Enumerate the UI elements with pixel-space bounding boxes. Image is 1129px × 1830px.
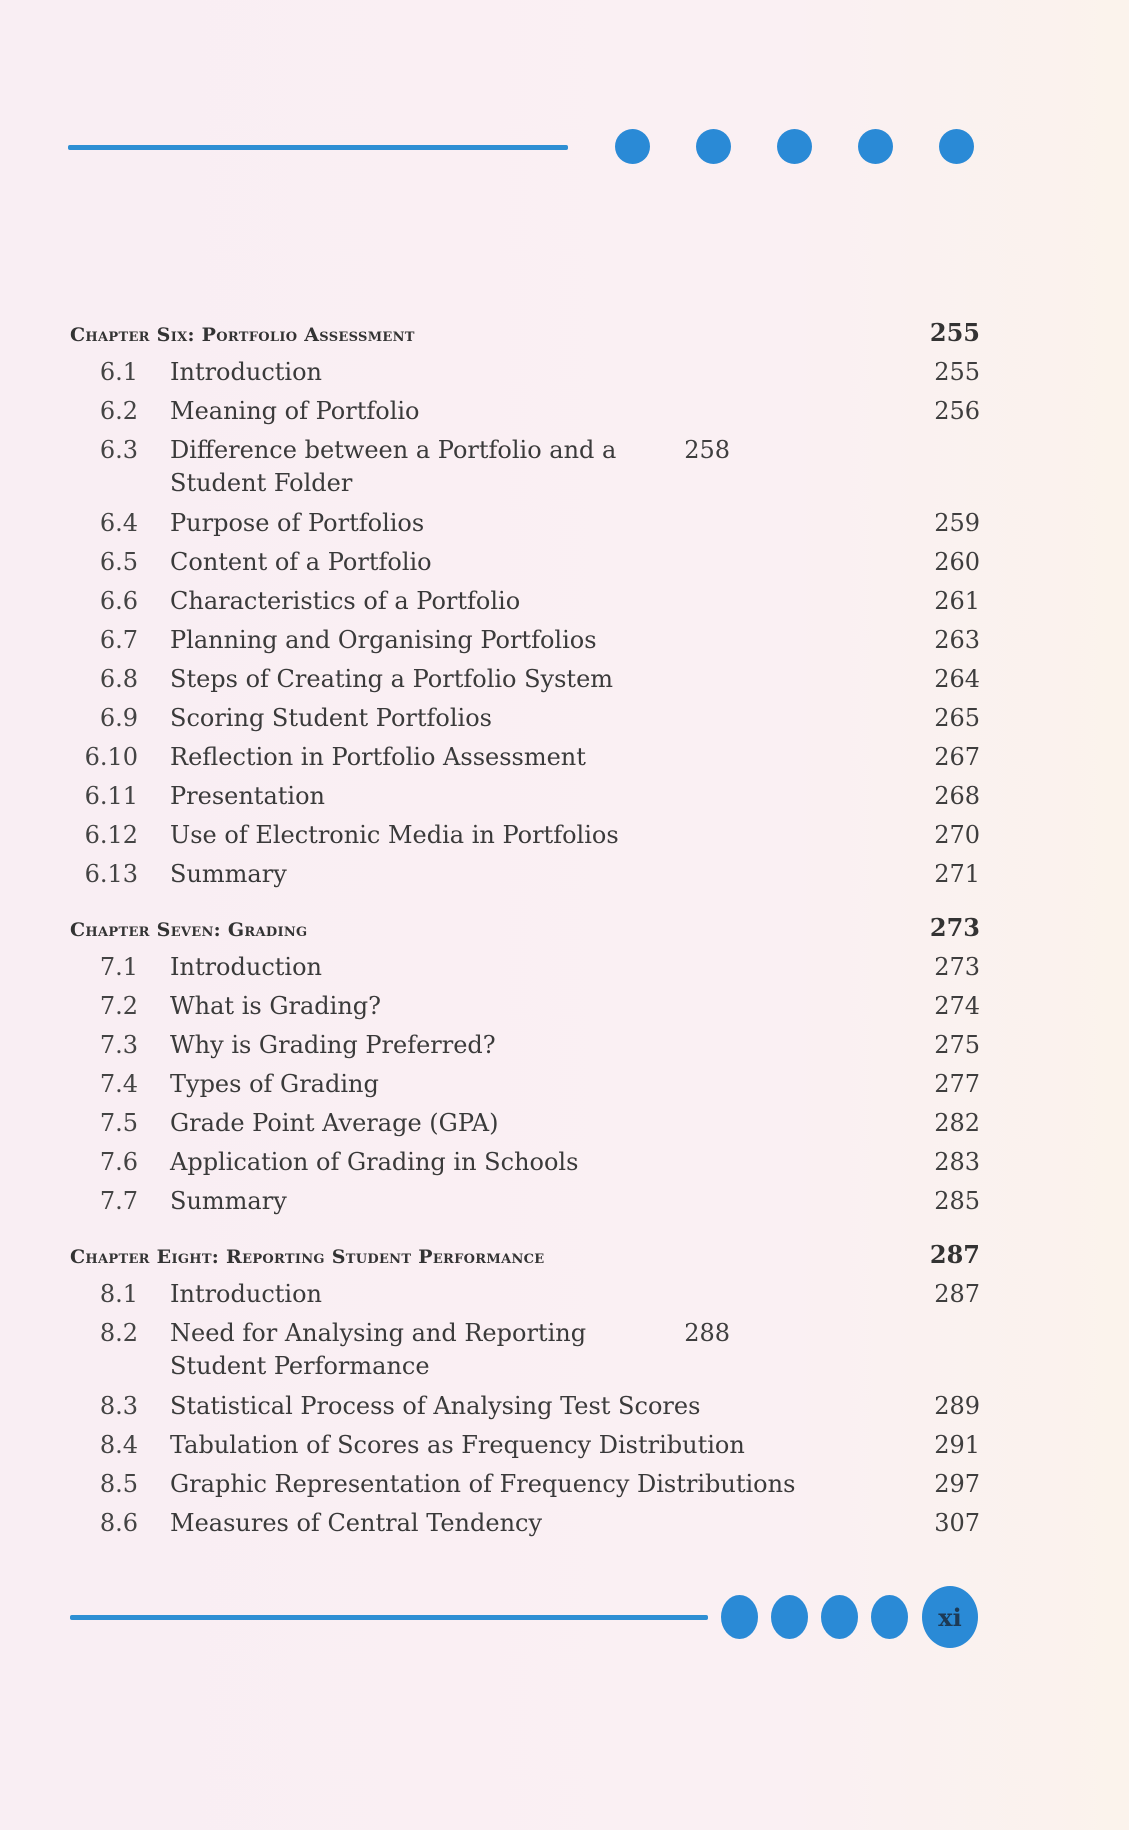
header-dot-icon bbox=[696, 129, 731, 164]
section-title: Why is Grading Preferred? bbox=[170, 1031, 496, 1059]
section-title: Planning and Organising Portfolios bbox=[170, 626, 597, 654]
footer-rule-line bbox=[70, 1615, 708, 1620]
section-title: Characteristics of a Portfolio bbox=[170, 587, 521, 615]
section-number: 8.4 bbox=[99, 1431, 138, 1459]
chapter-heading[interactable] bbox=[70, 913, 980, 951]
section-page-number: 263 bbox=[934, 626, 980, 654]
toc-entry[interactable] bbox=[70, 1068, 980, 1107]
section-page-number: 265 bbox=[934, 704, 980, 732]
toc-entry[interactable] bbox=[70, 1390, 980, 1429]
toc-entry[interactable] bbox=[70, 702, 980, 741]
section-page-number: 267 bbox=[934, 743, 980, 771]
toc-entry[interactable] bbox=[70, 1468, 980, 1507]
section-title: Types of Grading bbox=[170, 1070, 379, 1098]
section-page-number: 270 bbox=[934, 821, 980, 849]
section-title: What is Grading? bbox=[170, 992, 382, 1020]
section-title: Introduction bbox=[170, 953, 322, 981]
section-page-number: 259 bbox=[934, 509, 980, 537]
footer-dot-icon bbox=[871, 1595, 908, 1639]
toc-entry[interactable] bbox=[70, 585, 980, 624]
chapter-page-number: 273 bbox=[929, 913, 980, 942]
section-page-number: 283 bbox=[934, 1148, 980, 1176]
section-page-number: 275 bbox=[934, 1031, 980, 1059]
section-number: 6.1 bbox=[99, 358, 138, 386]
section-title: Tabulation of Scores as Frequency Distribution bbox=[170, 1431, 745, 1459]
chapter-page-number: 287 bbox=[929, 1240, 980, 1269]
footer-dot-icon bbox=[721, 1595, 758, 1639]
page-number: xi bbox=[938, 1602, 962, 1632]
header-dot-icon bbox=[939, 129, 974, 164]
section-title: Grade Point Average (GPA) bbox=[170, 1109, 499, 1137]
chapter-title: Chapter Six: Portfolio Assessment bbox=[70, 324, 415, 346]
toc-entry[interactable] bbox=[70, 780, 980, 819]
section-number: 7.6 bbox=[99, 1148, 138, 1176]
footer-dot-icon bbox=[771, 1595, 808, 1639]
section-page-number: 287 bbox=[934, 1280, 980, 1308]
toc-entry[interactable] bbox=[70, 1507, 980, 1546]
toc-entry[interactable] bbox=[70, 356, 980, 395]
section-title: Introduction bbox=[170, 1280, 322, 1308]
section-title: Introduction bbox=[170, 358, 322, 386]
toc-entry[interactable] bbox=[70, 624, 980, 663]
section-number: 8.5 bbox=[99, 1470, 138, 1498]
section-page-number: 258 bbox=[684, 436, 730, 464]
section-page-number: 256 bbox=[934, 397, 980, 425]
page-number-badge bbox=[922, 1586, 978, 1648]
chapter-page-number: 255 bbox=[929, 318, 980, 347]
section-page-number: 261 bbox=[934, 587, 980, 615]
footer-dot-icon bbox=[821, 1595, 858, 1639]
section-number: 8.6 bbox=[99, 1509, 138, 1537]
toc-entry[interactable] bbox=[70, 395, 980, 434]
toc-entry[interactable] bbox=[70, 434, 980, 507]
section-number: 7.5 bbox=[99, 1109, 138, 1137]
toc-entry[interactable] bbox=[70, 1107, 980, 1146]
header-rule-line bbox=[68, 145, 568, 150]
section-number: 7.4 bbox=[99, 1070, 138, 1098]
section-number: 6.9 bbox=[99, 704, 138, 732]
section-page-number: 288 bbox=[684, 1319, 730, 1347]
section-title: Reflection in Portfolio Assessment bbox=[170, 743, 586, 771]
section-number: 6.11 bbox=[84, 782, 138, 810]
section-number: 6.5 bbox=[99, 548, 138, 576]
toc-entry[interactable] bbox=[70, 858, 980, 897]
section-page-number: 289 bbox=[934, 1392, 980, 1420]
section-number: 7.3 bbox=[99, 1031, 138, 1059]
section-number: 6.10 bbox=[84, 743, 138, 771]
header-dot-icon bbox=[615, 129, 650, 164]
toc-entry[interactable] bbox=[70, 1278, 980, 1317]
toc-entry[interactable] bbox=[70, 1429, 980, 1468]
section-page-number: 282 bbox=[934, 1109, 980, 1137]
section-title: Meaning of Portfolio bbox=[170, 397, 420, 425]
section-title: Presentation bbox=[170, 782, 325, 810]
section-page-number: 264 bbox=[934, 665, 980, 693]
toc-entry[interactable] bbox=[70, 507, 980, 546]
section-page-number: 271 bbox=[934, 860, 980, 888]
section-number: 6.8 bbox=[99, 665, 138, 693]
toc-entry[interactable] bbox=[70, 663, 980, 702]
toc-entry[interactable] bbox=[70, 819, 980, 858]
section-page-number: 274 bbox=[934, 992, 980, 1020]
section-title: Summary bbox=[170, 860, 287, 888]
section-number: 6.6 bbox=[99, 587, 138, 615]
chapter-heading[interactable] bbox=[70, 1240, 980, 1278]
section-title: Summary bbox=[170, 1187, 287, 1215]
toc-entry[interactable] bbox=[70, 1317, 980, 1390]
section-page-number: 277 bbox=[934, 1070, 980, 1098]
section-page-number: 260 bbox=[934, 548, 980, 576]
section-page-number: 273 bbox=[934, 953, 980, 981]
section-page-number: 255 bbox=[934, 358, 980, 386]
header-dot-icon bbox=[777, 129, 812, 164]
section-title: Purpose of Portfolios bbox=[170, 509, 425, 537]
section-title: Scoring Student Portfolios bbox=[170, 704, 492, 732]
section-title: Statistical Process of Analysing Test Scores bbox=[170, 1392, 701, 1420]
section-page-number: 297 bbox=[934, 1470, 980, 1498]
chapter-heading[interactable] bbox=[70, 318, 980, 356]
section-number: 8.1 bbox=[99, 1280, 138, 1308]
table-of-contents bbox=[70, 318, 980, 1546]
section-number: 6.2 bbox=[99, 397, 138, 425]
section-page-number: 291 bbox=[934, 1431, 980, 1459]
toc-entry[interactable] bbox=[70, 990, 980, 1029]
section-title: Graphic Representation of Frequency Distributions bbox=[170, 1470, 796, 1498]
section-title: Need for Analysing and Reporting Student Performance bbox=[170, 1319, 587, 1380]
toc-entry[interactable] bbox=[70, 1185, 980, 1224]
section-number: 7.1 bbox=[99, 953, 138, 981]
section-number: 7.2 bbox=[99, 992, 138, 1020]
toc-entry[interactable] bbox=[70, 1029, 980, 1068]
toc-entry[interactable] bbox=[70, 1146, 980, 1185]
section-title: Use of Electronic Media in Portfolios bbox=[170, 821, 619, 849]
section-number: 8.2 bbox=[99, 1319, 138, 1347]
toc-entry[interactable] bbox=[70, 741, 980, 780]
toc-entry[interactable] bbox=[70, 546, 980, 585]
section-page-number: 268 bbox=[934, 782, 980, 810]
chapter-title: Chapter Eight: Reporting Student Performance bbox=[70, 1246, 545, 1268]
section-number: 6.7 bbox=[99, 626, 138, 654]
section-page-number: 307 bbox=[934, 1509, 980, 1537]
section-title: Content of a Portfolio bbox=[170, 548, 432, 576]
section-number: 8.3 bbox=[99, 1392, 138, 1420]
section-number: 6.13 bbox=[84, 860, 138, 888]
section-number: 6.12 bbox=[84, 821, 138, 849]
section-number: 6.3 bbox=[99, 436, 138, 464]
section-title: Measures of Central Tendency bbox=[170, 1509, 543, 1537]
header-dot-icon bbox=[858, 129, 893, 164]
chapter-title: Chapter Seven: Grading bbox=[70, 919, 308, 941]
section-page-number: 285 bbox=[934, 1187, 980, 1215]
section-number: 6.4 bbox=[99, 509, 138, 537]
section-title: Difference between a Portfolio and a Student Folder bbox=[170, 436, 617, 497]
section-title: Application of Grading in Schools bbox=[170, 1148, 579, 1176]
section-title: Steps of Creating a Portfolio System bbox=[170, 665, 614, 693]
toc-entry[interactable] bbox=[70, 951, 980, 990]
section-number: 7.7 bbox=[99, 1187, 138, 1215]
